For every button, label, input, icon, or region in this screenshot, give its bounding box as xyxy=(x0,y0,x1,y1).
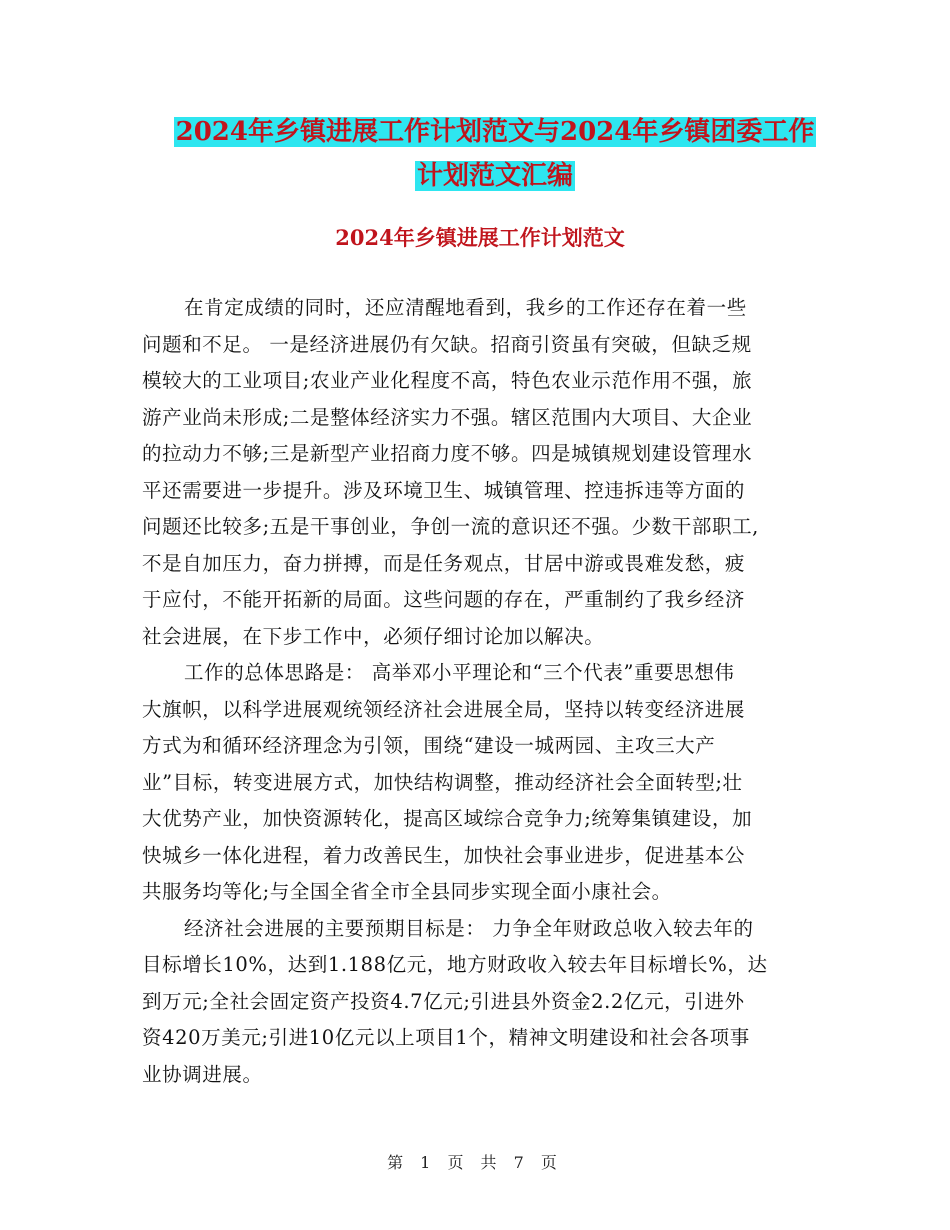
paragraph-overall-approach xyxy=(142,655,810,911)
text-line: 经济社会进展的主要预期目标是： 力争全年财政总收入较去年的 xyxy=(184,916,754,940)
document-title xyxy=(140,110,850,198)
text-line: 方式为和循环经济理念为引领，围绕“建设一城两园、主攻三大产 xyxy=(142,734,716,757)
text-line: 大旗帜，以科学进展观统领经济社会进展全局，坚持以转变经济进展 xyxy=(142,697,746,721)
text-line: 业”目标，转变进展方式，加快结构调整，推动经济社会全面转型;壮 xyxy=(142,770,743,794)
text-line: 的拉动力不够;三是新型产业招商力度不够。四是城镇规划建设管理水 xyxy=(142,442,753,465)
text-line: 快城乡一体化进程，着力改善民生，加快社会事业进步，促进基本公 xyxy=(142,843,746,867)
text-line: 问题还比较多;五是干事创业，争创一流的意识还不强。少数干部职工, xyxy=(142,515,759,538)
text-line: 问题和不足。 一是经济进展仍有欠缺。招商引资虽有突破，但缺乏规 xyxy=(142,332,752,356)
text-line: 游产业尚未形成;二是整体经济实力不强。辖区范围内大项目、大企业 xyxy=(142,405,753,429)
text-line: 大优势产业，加快资源转化，提高区域综合竞争力;统筹集镇建设，加 xyxy=(142,807,753,830)
page-footer: 第 1 页 共 7 页 xyxy=(387,1153,563,1172)
paragraph-problems xyxy=(142,290,810,655)
text-line: 目标增长10%，达到1.188亿元，地方财政收入较去年目标增长%，达 xyxy=(142,953,768,976)
text-line: 到万元;全社会固定资产投资4.7亿元;引进县外资金2.2亿元，引进外 xyxy=(142,989,745,1013)
text-line: 资420万美元;引进10亿元以上项目1个，精神文明建设和社会各项事 xyxy=(142,1026,750,1049)
body-text xyxy=(142,290,810,1093)
text-line: 在肯定成绩的同时，还应清醒地看到，我乡的工作还存在着一些 xyxy=(184,296,747,319)
text-line: 于应付，不能开拓新的局面。这些问题的存在，严重制约了我乡经济 xyxy=(142,588,746,611)
text-line: 平还需要进一步提升。涉及环境卫生、城镇管理、控违拆违等方面的 xyxy=(142,478,746,502)
document-title-line-1: 2024年乡镇进展工作计划范文与2024年乡镇团委工作 xyxy=(175,117,815,147)
text-line: 社会进展，在下步工作中，必须仔细讨论加以解决。 xyxy=(142,624,605,648)
text-line: 共服务均等化;与全国全省全市全县同步实现全面小康社会。 xyxy=(142,880,672,903)
document-title-line-2: 计划范文汇编 xyxy=(416,161,573,191)
paragraph-targets xyxy=(142,911,810,1094)
text-line: 不是自加压力，奋力拼搏，而是任务观点，甘居中游或畏难发愁，疲 xyxy=(142,551,746,575)
text-line: 业协调进展。 xyxy=(142,1062,263,1086)
section-heading: 2024年乡镇进展工作计划范文 xyxy=(335,225,625,250)
text-line: 模较大的工业项目;农业产业化程度不高，特色农业示范作用不强，旅 xyxy=(142,369,753,392)
text-line: 工作的总体思路是： 高举邓小平理论和“三个代表”重要思想伟 xyxy=(184,661,735,684)
